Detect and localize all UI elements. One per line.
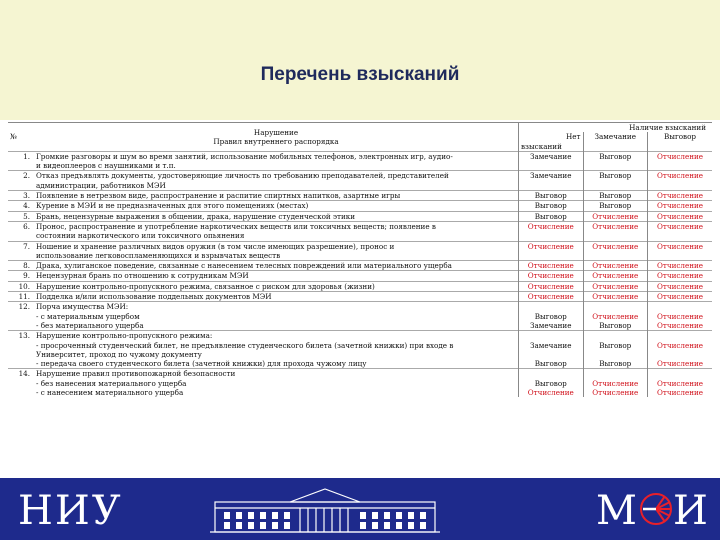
penalty-value: Отчисление xyxy=(656,201,704,211)
penalty-value: Отчисление xyxy=(527,241,574,251)
penalty-value: Отчисление xyxy=(592,211,639,221)
violation-line: Нарушение контрольно-пропускного режима, связанное с риском для здоровья (жизни) xyxy=(36,281,375,291)
violation-line: Ношение и хранение различных видов оружия (в том числе имеющих разрешение), пронос и xyxy=(36,241,395,251)
penalty-value xyxy=(521,302,581,311)
penalty-none xyxy=(519,191,584,201)
mei-logo-e xyxy=(639,488,673,528)
row-number: 13. xyxy=(8,331,34,369)
penalty-value: Замечание xyxy=(530,171,572,181)
table-row xyxy=(8,271,712,281)
penalty-reprimand xyxy=(648,271,713,281)
penalty-remark xyxy=(583,241,648,261)
violation-line: состоянии наркотического или токсичного опьянения xyxy=(36,231,245,241)
row-violation xyxy=(34,151,519,171)
row-number: 12. xyxy=(8,302,34,331)
penalty-value: Выговор xyxy=(599,201,632,211)
penalty-value: Отчисление xyxy=(656,151,704,161)
header-none-line1: Нет xyxy=(566,132,581,142)
row-number: 8. xyxy=(8,261,34,271)
penalty-remark xyxy=(583,171,648,191)
penalty-none xyxy=(519,221,584,241)
penalty-value: Отчисление xyxy=(527,292,574,302)
penalty-value: Отчисление xyxy=(592,311,639,321)
row-violation xyxy=(34,241,519,261)
penalty-value: Отчисление xyxy=(656,211,704,221)
violation-line: Нарушение правил противопожарной безопасности xyxy=(36,369,236,379)
penalty-value xyxy=(650,331,710,340)
penalty-value: Выговор xyxy=(534,201,567,211)
penalty-none xyxy=(519,292,584,302)
table-row xyxy=(8,241,712,261)
penalty-none xyxy=(519,171,584,191)
title-band xyxy=(0,0,720,120)
penalty-value: Отчисление xyxy=(656,320,704,330)
penalty-value: Выговор xyxy=(599,320,632,330)
penalty-value: Отчисление xyxy=(656,261,704,271)
penalty-remark xyxy=(583,191,648,201)
penalty-value: Отчисление xyxy=(527,271,574,281)
penalty-remark xyxy=(583,261,648,271)
penalties-table xyxy=(8,122,712,397)
penalty-value: Отчисление xyxy=(656,378,704,388)
penalty-value: Отчисление xyxy=(592,388,639,398)
page-title: Перечень взысканий xyxy=(260,64,460,85)
university-building-icon xyxy=(210,486,440,536)
violation-line: администрации, работников МЭИ xyxy=(36,180,166,190)
row-number: 10. xyxy=(8,281,34,291)
violation-line: - просроченный студенческий билет, не предъявление студенческого билета (зачетной книжки) при входе в xyxy=(36,340,454,350)
table-row xyxy=(8,292,712,302)
penalty-reprimand xyxy=(648,211,713,221)
violation-line: и видеоплееров с наушниками и т.п. xyxy=(36,161,176,171)
penalty-reprimand xyxy=(648,201,713,211)
penalty-reprimand xyxy=(648,151,713,171)
penalty-none xyxy=(519,369,584,397)
row-number: 6. xyxy=(8,221,34,241)
penalty-value xyxy=(650,350,710,359)
violation-line: - без материального ущерба xyxy=(36,320,144,330)
penalty-value: Отчисление xyxy=(656,388,704,398)
violation-line: Пронос, распространение и употребление наркотических веществ или токсичных веществ; появление в xyxy=(36,221,436,231)
row-violation xyxy=(34,261,519,271)
penalty-remark xyxy=(583,221,648,241)
penalty-value: Отчисление xyxy=(592,261,639,271)
row-violation xyxy=(34,201,519,211)
penalty-value: Отчисление xyxy=(592,292,639,302)
table-body xyxy=(8,151,712,397)
table-row xyxy=(8,201,712,211)
header-presence: Наличие взысканий xyxy=(519,123,713,133)
penalty-value xyxy=(586,350,646,359)
penalty-remark xyxy=(583,271,648,281)
penalty-value xyxy=(650,369,710,378)
penalty-value: Выговор xyxy=(599,191,632,201)
penalty-reprimand xyxy=(648,292,713,302)
penalty-remark xyxy=(583,201,648,211)
penalty-none xyxy=(519,271,584,281)
row-number: 11. xyxy=(8,292,34,302)
table-row xyxy=(8,191,712,201)
penalty-value xyxy=(650,302,710,311)
violation-line: Курение в МЭИ и не предназначенных для этого помещениях (местах) xyxy=(36,201,309,211)
penalties-table-wrapper xyxy=(8,122,712,397)
penalty-none xyxy=(519,241,584,261)
penalty-value: Отчисление xyxy=(656,271,704,281)
penalty-value: Отчисление xyxy=(527,388,574,398)
penalty-value: Отчисление xyxy=(592,378,639,388)
row-violation xyxy=(34,331,519,369)
penalty-reprimand xyxy=(648,369,713,397)
penalty-reprimand xyxy=(648,221,713,241)
penalty-value: Отчисление xyxy=(656,311,704,321)
penalty-value: Замечание xyxy=(530,340,572,350)
violation-line: Подделка и/или использование поддельных документов МЭИ xyxy=(36,292,272,302)
penalty-remark xyxy=(583,211,648,221)
violation-line: - передача своего студенческого билета (зачетной книжки) для прохода чужому лицу xyxy=(36,359,367,369)
row-violation xyxy=(34,369,519,397)
penalty-none xyxy=(519,331,584,369)
penalty-value xyxy=(521,350,581,359)
row-violation xyxy=(34,211,519,221)
table-row xyxy=(8,331,712,369)
penalty-value: Отчисление xyxy=(656,292,704,302)
row-number: 7. xyxy=(8,241,34,261)
penalty-value: Отчисление xyxy=(527,221,574,231)
penalty-none xyxy=(519,201,584,211)
penalty-value: Выговор xyxy=(599,151,632,161)
penalty-value: Отчисление xyxy=(592,281,639,291)
penalty-value xyxy=(521,369,581,378)
violation-line: Нарушение контрольно-пропускного режима: xyxy=(36,331,213,341)
violation-line: Порча имущества МЭИ: xyxy=(36,302,129,312)
row-number: 9. xyxy=(8,271,34,281)
penalty-value: Отчисление xyxy=(527,261,574,271)
row-number: 2. xyxy=(8,171,34,191)
violation-line: Драка, хулиганское поведение, связанные с нанесением телесных повреждений или материального ущерба xyxy=(36,261,452,271)
header-violation xyxy=(34,123,519,152)
row-number: 5. xyxy=(8,211,34,221)
penalty-value: Выговор xyxy=(599,359,632,369)
penalty-value: Выговор xyxy=(599,340,632,350)
row-violation xyxy=(34,281,519,291)
penalty-value: Выговор xyxy=(534,191,567,201)
penalty-value: Отчисление xyxy=(656,221,704,231)
violation-line: - с нанесением материального ущерба xyxy=(36,388,184,398)
penalty-value: Отчисление xyxy=(592,271,639,281)
mei-logo xyxy=(596,488,710,534)
row-number: 4. xyxy=(8,201,34,211)
penalty-none xyxy=(519,302,584,331)
row-violation xyxy=(34,271,519,281)
row-number: 3. xyxy=(8,191,34,201)
penalty-remark xyxy=(583,281,648,291)
penalty-value: Отчисление xyxy=(656,171,704,181)
penalty-value: Выговор xyxy=(534,211,567,221)
penalty-reprimand xyxy=(648,302,713,331)
penalty-reprimand xyxy=(648,261,713,271)
violation-line: использование легковоспламеняющихся и взрывчатых веществ xyxy=(36,250,281,260)
violation-line: - с материальным ущербом xyxy=(36,311,140,321)
table-row xyxy=(8,302,712,331)
row-violation xyxy=(34,171,519,191)
table-row xyxy=(8,369,712,397)
penalty-value: Замечание xyxy=(530,320,572,330)
penalty-value: Отчисление xyxy=(656,359,704,369)
table-row xyxy=(8,211,712,221)
penalty-value: Выговор xyxy=(534,359,567,369)
penalty-value: Замечание xyxy=(530,151,572,161)
violation-line: Университет, проход по чужому документу xyxy=(36,349,202,359)
row-violation xyxy=(34,302,519,331)
penalty-value xyxy=(586,302,646,311)
violation-line: Появление в нетрезвом виде, распространение и распитие спиртных напитков, азартные игры xyxy=(36,191,401,201)
penalty-none xyxy=(519,151,584,171)
penalty-remark xyxy=(583,151,648,171)
penalty-value: Выговор xyxy=(599,171,632,181)
row-violation xyxy=(34,221,519,241)
violation-line: Отказ предъявлять документы, удостоверяющие личность по требованию преподавателей, представителей xyxy=(36,171,449,181)
penalty-reprimand xyxy=(648,191,713,201)
mei-logo-m: М xyxy=(596,488,639,534)
penalty-reprimand xyxy=(648,171,713,191)
niu-logo: НИУ xyxy=(18,488,123,534)
penalty-remark xyxy=(583,302,648,331)
header-none-line2: взысканий xyxy=(521,141,562,151)
header-num: № xyxy=(8,123,34,152)
table-row xyxy=(8,171,712,191)
penalty-remark xyxy=(583,292,648,302)
penalty-value: Отчисление xyxy=(656,191,704,201)
header-remark: Замечание xyxy=(583,132,648,151)
header-reprimand: Выговор xyxy=(648,132,713,151)
penalty-value: Отчисление xyxy=(656,340,704,350)
row-violation xyxy=(34,191,519,201)
row-violation xyxy=(34,292,519,302)
table-row xyxy=(8,261,712,271)
table-row xyxy=(8,151,712,171)
row-number: 14. xyxy=(8,369,34,397)
penalty-value: Выговор xyxy=(534,378,567,388)
penalty-none xyxy=(519,261,584,271)
penalty-value: Отчисление xyxy=(592,241,639,251)
penalty-reprimand xyxy=(648,241,713,261)
penalty-value: Выговор xyxy=(534,311,567,321)
header-none xyxy=(519,132,584,151)
penalty-value xyxy=(521,331,581,340)
penalty-none xyxy=(519,281,584,291)
penalty-value: Отчисление xyxy=(527,281,574,291)
violation-line: - без нанесения материального ущерба xyxy=(36,378,187,388)
header-violation-line2: Правил внутреннего распорядка xyxy=(213,136,339,146)
penalty-none xyxy=(519,211,584,221)
penalty-value xyxy=(586,331,646,340)
penalty-value: Отчисление xyxy=(592,221,639,231)
penalty-remark xyxy=(583,331,648,369)
violation-line: Громкие разговоры и шум во время занятий, использование мобильных телефонов, электронных игр, аудио- xyxy=(36,151,453,161)
penalty-value: Отчисление xyxy=(656,281,704,291)
penalty-remark xyxy=(583,369,648,397)
penalty-value xyxy=(586,369,646,378)
header-violation-line1: Нарушение xyxy=(253,127,299,137)
mei-sun-icon xyxy=(639,492,673,526)
violation-line: Нецензурная брань по отношению к сотрудникам МЭИ xyxy=(36,271,249,281)
penalty-reprimand xyxy=(648,281,713,291)
penalty-value: Отчисление xyxy=(656,241,704,251)
penalty-reprimand xyxy=(648,331,713,369)
table-row xyxy=(8,221,712,241)
violation-line: Брань, нецензурные выражения в общении, драка, нарушение студенческой этики xyxy=(36,211,356,221)
mei-logo-i: И xyxy=(672,488,710,534)
row-number: 1. xyxy=(8,151,34,171)
table-row xyxy=(8,281,712,291)
